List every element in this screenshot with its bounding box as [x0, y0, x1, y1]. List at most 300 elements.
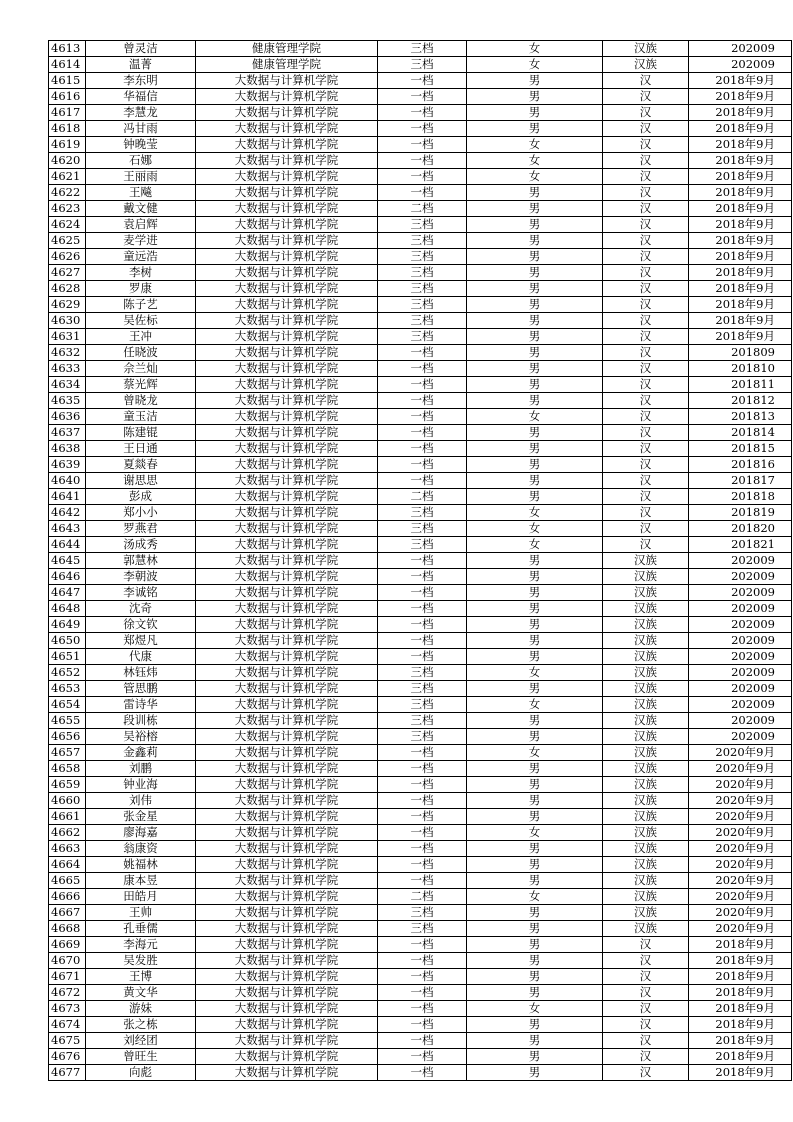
enrollment-date-cell: 2020年9月	[689, 745, 792, 761]
student-name-cell: 刘鹏	[86, 761, 196, 777]
enrollment-date-cell: 202009	[689, 681, 792, 697]
row-number-cell: 4630	[49, 313, 86, 329]
ethnicity-cell: 汉	[603, 1033, 689, 1049]
enrollment-date-cell: 2018年9月	[689, 969, 792, 985]
gender-cell: 男	[467, 585, 603, 601]
gender-cell: 男	[467, 985, 603, 1001]
grade-level-cell: 三档	[378, 265, 467, 281]
row-number-cell: 4626	[49, 249, 86, 265]
college-cell: 大数据与计算机学院	[196, 681, 378, 697]
row-number-cell: 4619	[49, 137, 86, 153]
table-row	[49, 937, 792, 953]
college-cell: 大数据与计算机学院	[196, 153, 378, 169]
table-row	[49, 57, 792, 73]
row-number-cell: 4662	[49, 825, 86, 841]
gender-cell: 男	[467, 761, 603, 777]
grade-level-cell: 一档	[378, 969, 467, 985]
student-record-table	[48, 40, 792, 1081]
enrollment-date-cell: 202009	[689, 569, 792, 585]
enrollment-date-cell: 202009	[689, 585, 792, 601]
student-name-cell: 刘经团	[86, 1033, 196, 1049]
row-number-cell: 4671	[49, 969, 86, 985]
table-body	[49, 41, 792, 1081]
table-row	[49, 1049, 792, 1065]
grade-level-cell: 一档	[378, 953, 467, 969]
table-row	[49, 345, 792, 361]
grade-level-cell: 三档	[378, 217, 467, 233]
ethnicity-cell: 汉族	[603, 793, 689, 809]
ethnicity-cell: 汉	[603, 1001, 689, 1017]
enrollment-date-cell: 2018年9月	[689, 985, 792, 1001]
table-row	[49, 377, 792, 393]
ethnicity-cell: 汉族	[603, 649, 689, 665]
table-row	[49, 73, 792, 89]
student-name-cell: 佘兰灿	[86, 361, 196, 377]
table-row	[49, 649, 792, 665]
student-name-cell: 童远浩	[86, 249, 196, 265]
ethnicity-cell: 汉族	[603, 633, 689, 649]
college-cell: 大数据与计算机学院	[196, 489, 378, 505]
grade-level-cell: 一档	[378, 617, 467, 633]
student-name-cell: 温菁	[86, 57, 196, 73]
college-cell: 大数据与计算机学院	[196, 921, 378, 937]
enrollment-date-cell: 202009	[689, 553, 792, 569]
grade-level-cell: 三档	[378, 505, 467, 521]
grade-level-cell: 一档	[378, 73, 467, 89]
student-name-cell: 徐文钦	[86, 617, 196, 633]
table-row	[49, 361, 792, 377]
enrollment-date-cell: 201811	[689, 377, 792, 393]
student-name-cell: 吴佐标	[86, 313, 196, 329]
college-cell: 大数据与计算机学院	[196, 393, 378, 409]
enrollment-date-cell: 202009	[689, 697, 792, 713]
table-row	[49, 105, 792, 121]
gender-cell: 男	[467, 329, 603, 345]
college-cell: 大数据与计算机学院	[196, 217, 378, 233]
student-name-cell: 戴文健	[86, 201, 196, 217]
enrollment-date-cell: 2018年9月	[689, 249, 792, 265]
table-row	[49, 969, 792, 985]
row-number-cell: 4674	[49, 1017, 86, 1033]
ethnicity-cell: 汉	[603, 969, 689, 985]
gender-cell: 女	[467, 153, 603, 169]
student-name-cell: 向彪	[86, 1065, 196, 1081]
student-name-cell: 罗燕君	[86, 521, 196, 537]
grade-level-cell: 一档	[378, 1017, 467, 1033]
gender-cell: 男	[467, 553, 603, 569]
row-number-cell: 4618	[49, 121, 86, 137]
grade-level-cell: 一档	[378, 1001, 467, 1017]
table-row	[49, 1017, 792, 1033]
grade-level-cell: 一档	[378, 841, 467, 857]
ethnicity-cell: 汉族	[603, 841, 689, 857]
row-number-cell: 4672	[49, 985, 86, 1001]
college-cell: 大数据与计算机学院	[196, 1065, 378, 1081]
gender-cell: 男	[467, 425, 603, 441]
enrollment-date-cell: 2018年9月	[689, 89, 792, 105]
student-name-cell: 蔡光辉	[86, 377, 196, 393]
row-number-cell: 4651	[49, 649, 86, 665]
college-cell: 大数据与计算机学院	[196, 377, 378, 393]
enrollment-date-cell: 2018年9月	[689, 281, 792, 297]
gender-cell: 男	[467, 905, 603, 921]
student-name-cell: 彭成	[86, 489, 196, 505]
row-number-cell: 4640	[49, 473, 86, 489]
table-row	[49, 41, 792, 57]
grade-level-cell: 一档	[378, 553, 467, 569]
ethnicity-cell: 汉族	[603, 873, 689, 889]
gender-cell: 男	[467, 297, 603, 313]
table-row	[49, 953, 792, 969]
row-number-cell: 4649	[49, 617, 86, 633]
student-name-cell: 李朝波	[86, 569, 196, 585]
student-name-cell: 康本昱	[86, 873, 196, 889]
gender-cell: 男	[467, 281, 603, 297]
row-number-cell: 4648	[49, 601, 86, 617]
gender-cell: 男	[467, 489, 603, 505]
gender-cell: 女	[467, 665, 603, 681]
college-cell: 大数据与计算机学院	[196, 169, 378, 185]
row-number-cell: 4629	[49, 297, 86, 313]
enrollment-date-cell: 2018年9月	[689, 217, 792, 233]
enrollment-date-cell: 2018年9月	[689, 137, 792, 153]
table-row	[49, 185, 792, 201]
college-cell: 大数据与计算机学院	[196, 313, 378, 329]
grade-level-cell: 一档	[378, 185, 467, 201]
ethnicity-cell: 汉	[603, 73, 689, 89]
table-row	[49, 729, 792, 745]
student-name-cell: 金鑫莉	[86, 745, 196, 761]
enrollment-date-cell: 2018年9月	[689, 953, 792, 969]
row-number-cell: 4622	[49, 185, 86, 201]
grade-level-cell: 一档	[378, 777, 467, 793]
gender-cell: 男	[467, 313, 603, 329]
ethnicity-cell: 汉	[603, 521, 689, 537]
grade-level-cell: 二档	[378, 889, 467, 905]
college-cell: 大数据与计算机学院	[196, 201, 378, 217]
student-name-cell: 张金星	[86, 809, 196, 825]
college-cell: 大数据与计算机学院	[196, 537, 378, 553]
enrollment-date-cell: 202009	[689, 713, 792, 729]
enrollment-date-cell: 2018年9月	[689, 73, 792, 89]
table-row	[49, 409, 792, 425]
gender-cell: 男	[467, 857, 603, 873]
table-row	[49, 585, 792, 601]
gender-cell: 男	[467, 73, 603, 89]
ethnicity-cell: 汉族	[603, 921, 689, 937]
grade-level-cell: 三档	[378, 681, 467, 697]
ethnicity-cell: 汉	[603, 953, 689, 969]
enrollment-date-cell: 2018年9月	[689, 1033, 792, 1049]
enrollment-date-cell: 202009	[689, 665, 792, 681]
grade-level-cell: 一档	[378, 425, 467, 441]
college-cell: 大数据与计算机学院	[196, 777, 378, 793]
college-cell: 大数据与计算机学院	[196, 745, 378, 761]
ethnicity-cell: 汉族	[603, 57, 689, 73]
ethnicity-cell: 汉	[603, 345, 689, 361]
enrollment-date-cell: 2020年9月	[689, 777, 792, 793]
row-number-cell: 4657	[49, 745, 86, 761]
student-name-cell: 吴裕榕	[86, 729, 196, 745]
student-name-cell: 罗康	[86, 281, 196, 297]
table-row	[49, 665, 792, 681]
student-name-cell: 李慧龙	[86, 105, 196, 121]
table-row	[49, 745, 792, 761]
college-cell: 大数据与计算机学院	[196, 297, 378, 313]
gender-cell: 男	[467, 201, 603, 217]
ethnicity-cell: 汉	[603, 89, 689, 105]
college-cell: 大数据与计算机学院	[196, 601, 378, 617]
college-cell: 大数据与计算机学院	[196, 505, 378, 521]
gender-cell: 男	[467, 185, 603, 201]
ethnicity-cell: 汉	[603, 217, 689, 233]
enrollment-date-cell: 202009	[689, 729, 792, 745]
ethnicity-cell: 汉族	[603, 585, 689, 601]
enrollment-date-cell: 2018年9月	[689, 233, 792, 249]
student-name-cell: 王冲	[86, 329, 196, 345]
table-row	[49, 1065, 792, 1081]
gender-cell: 男	[467, 729, 603, 745]
college-cell: 大数据与计算机学院	[196, 73, 378, 89]
table-row	[49, 393, 792, 409]
college-cell: 大数据与计算机学院	[196, 281, 378, 297]
gender-cell: 男	[467, 681, 603, 697]
table-row	[49, 761, 792, 777]
gender-cell: 女	[467, 41, 603, 57]
gender-cell: 男	[467, 649, 603, 665]
student-name-cell: 李诚铭	[86, 585, 196, 601]
enrollment-date-cell: 2018年9月	[689, 1049, 792, 1065]
row-number-cell: 4677	[49, 1065, 86, 1081]
row-number-cell: 4613	[49, 41, 86, 57]
ethnicity-cell: 汉族	[603, 713, 689, 729]
enrollment-date-cell: 201818	[689, 489, 792, 505]
college-cell: 大数据与计算机学院	[196, 617, 378, 633]
ethnicity-cell: 汉	[603, 457, 689, 473]
college-cell: 大数据与计算机学院	[196, 553, 378, 569]
table-row	[49, 233, 792, 249]
college-cell: 大数据与计算机学院	[196, 969, 378, 985]
gender-cell: 女	[467, 537, 603, 553]
row-number-cell: 4632	[49, 345, 86, 361]
college-cell: 大数据与计算机学院	[196, 249, 378, 265]
grade-level-cell: 一档	[378, 345, 467, 361]
student-name-cell: 王博	[86, 969, 196, 985]
gender-cell: 男	[467, 841, 603, 857]
college-cell: 大数据与计算机学院	[196, 185, 378, 201]
ethnicity-cell: 汉	[603, 425, 689, 441]
row-number-cell: 4639	[49, 457, 86, 473]
college-cell: 大数据与计算机学院	[196, 89, 378, 105]
enrollment-date-cell: 2018年9月	[689, 105, 792, 121]
row-number-cell: 4641	[49, 489, 86, 505]
table-row	[49, 505, 792, 521]
table-row	[49, 313, 792, 329]
row-number-cell: 4667	[49, 905, 86, 921]
student-name-cell: 曾旺生	[86, 1049, 196, 1065]
table-row	[49, 89, 792, 105]
ethnicity-cell: 汉	[603, 377, 689, 393]
grade-level-cell: 一档	[378, 761, 467, 777]
student-name-cell: 郑小小	[86, 505, 196, 521]
college-cell: 大数据与计算机学院	[196, 1001, 378, 1017]
college-cell: 大数据与计算机学院	[196, 585, 378, 601]
college-cell: 大数据与计算机学院	[196, 937, 378, 953]
row-number-cell: 4645	[49, 553, 86, 569]
row-number-cell: 4653	[49, 681, 86, 697]
row-number-cell: 4621	[49, 169, 86, 185]
grade-level-cell: 一档	[378, 137, 467, 153]
enrollment-date-cell: 2020年9月	[689, 905, 792, 921]
college-cell: 大数据与计算机学院	[196, 857, 378, 873]
grade-level-cell: 一档	[378, 377, 467, 393]
enrollment-date-cell: 202009	[689, 41, 792, 57]
table-row	[49, 265, 792, 281]
student-name-cell: 陈建锟	[86, 425, 196, 441]
student-name-cell: 任晓波	[86, 345, 196, 361]
grade-level-cell: 三档	[378, 249, 467, 265]
ethnicity-cell: 汉	[603, 201, 689, 217]
gender-cell: 男	[467, 793, 603, 809]
student-name-cell: 冯甘雨	[86, 121, 196, 137]
student-name-cell: 李海元	[86, 937, 196, 953]
enrollment-date-cell: 2018年9月	[689, 1017, 792, 1033]
gender-cell: 男	[467, 1065, 603, 1081]
college-cell: 大数据与计算机学院	[196, 105, 378, 121]
gender-cell: 男	[467, 969, 603, 985]
student-name-cell: 孔垂儒	[86, 921, 196, 937]
enrollment-date-cell: 201813	[689, 409, 792, 425]
ethnicity-cell: 汉族	[603, 601, 689, 617]
gender-cell: 女	[467, 137, 603, 153]
gender-cell: 男	[467, 361, 603, 377]
gender-cell: 女	[467, 745, 603, 761]
college-cell: 大数据与计算机学院	[196, 841, 378, 857]
grade-level-cell: 二档	[378, 201, 467, 217]
table-row	[49, 249, 792, 265]
student-name-cell: 张之栋	[86, 1017, 196, 1033]
ethnicity-cell: 汉	[603, 185, 689, 201]
enrollment-date-cell: 201820	[689, 521, 792, 537]
table-row	[49, 425, 792, 441]
ethnicity-cell: 汉族	[603, 729, 689, 745]
enrollment-date-cell: 201812	[689, 393, 792, 409]
ethnicity-cell: 汉	[603, 473, 689, 489]
gender-cell: 女	[467, 521, 603, 537]
enrollment-date-cell: 2018年9月	[689, 265, 792, 281]
row-number-cell: 4668	[49, 921, 86, 937]
gender-cell: 男	[467, 713, 603, 729]
grade-level-cell: 一档	[378, 649, 467, 665]
table-row	[49, 137, 792, 153]
college-cell: 大数据与计算机学院	[196, 441, 378, 457]
row-number-cell: 4637	[49, 425, 86, 441]
grade-level-cell: 一档	[378, 361, 467, 377]
gender-cell: 男	[467, 233, 603, 249]
college-cell: 大数据与计算机学院	[196, 649, 378, 665]
table-row	[49, 697, 792, 713]
grade-level-cell: 一档	[378, 121, 467, 137]
table-row	[49, 889, 792, 905]
student-name-cell: 郭慧林	[86, 553, 196, 569]
row-number-cell: 4646	[49, 569, 86, 585]
ethnicity-cell: 汉族	[603, 825, 689, 841]
gender-cell: 女	[467, 1001, 603, 1017]
enrollment-date-cell: 202009	[689, 649, 792, 665]
ethnicity-cell: 汉族	[603, 617, 689, 633]
row-number-cell: 4665	[49, 873, 86, 889]
row-number-cell: 4623	[49, 201, 86, 217]
enrollment-date-cell: 201817	[689, 473, 792, 489]
table-row	[49, 681, 792, 697]
ethnicity-cell: 汉	[603, 441, 689, 457]
student-name-cell: 谢思思	[86, 473, 196, 489]
student-name-cell: 李东明	[86, 73, 196, 89]
grade-level-cell: 三档	[378, 713, 467, 729]
ethnicity-cell: 汉	[603, 105, 689, 121]
grade-level-cell: 一档	[378, 825, 467, 841]
student-name-cell: 郑煜凡	[86, 633, 196, 649]
enrollment-date-cell: 201816	[689, 457, 792, 473]
student-name-cell: 刘伟	[86, 793, 196, 809]
gender-cell: 男	[467, 217, 603, 233]
ethnicity-cell: 汉	[603, 505, 689, 521]
student-name-cell: 陈子艺	[86, 297, 196, 313]
row-number-cell: 4654	[49, 697, 86, 713]
grade-level-cell: 一档	[378, 633, 467, 649]
college-cell: 大数据与计算机学院	[196, 1033, 378, 1049]
college-cell: 大数据与计算机学院	[196, 1017, 378, 1033]
row-number-cell: 4669	[49, 937, 86, 953]
grade-level-cell: 一档	[378, 409, 467, 425]
ethnicity-cell: 汉	[603, 409, 689, 425]
row-number-cell: 4670	[49, 953, 86, 969]
student-name-cell: 王飚	[86, 185, 196, 201]
gender-cell: 男	[467, 1033, 603, 1049]
row-number-cell: 4652	[49, 665, 86, 681]
enrollment-date-cell: 201809	[689, 345, 792, 361]
grade-level-cell: 三档	[378, 729, 467, 745]
enrollment-date-cell: 2018年9月	[689, 121, 792, 137]
ethnicity-cell: 汉族	[603, 697, 689, 713]
grade-level-cell: 三档	[378, 521, 467, 537]
grade-level-cell: 三档	[378, 921, 467, 937]
college-cell: 大数据与计算机学院	[196, 473, 378, 489]
student-name-cell: 曾灵洁	[86, 41, 196, 57]
enrollment-date-cell: 202009	[689, 57, 792, 73]
row-number-cell: 4615	[49, 73, 86, 89]
student-name-cell: 李树	[86, 265, 196, 281]
student-name-cell: 汤成秀	[86, 537, 196, 553]
ethnicity-cell: 汉	[603, 249, 689, 265]
gender-cell: 男	[467, 569, 603, 585]
college-cell: 大数据与计算机学院	[196, 697, 378, 713]
row-number-cell: 4647	[49, 585, 86, 601]
college-cell: 大数据与计算机学院	[196, 265, 378, 281]
gender-cell: 男	[467, 921, 603, 937]
student-name-cell: 代康	[86, 649, 196, 665]
grade-level-cell: 三档	[378, 313, 467, 329]
enrollment-date-cell: 2018年9月	[689, 185, 792, 201]
enrollment-date-cell: 202009	[689, 601, 792, 617]
gender-cell: 女	[467, 697, 603, 713]
ethnicity-cell: 汉族	[603, 665, 689, 681]
ethnicity-cell: 汉	[603, 1065, 689, 1081]
student-name-cell: 袁启辉	[86, 217, 196, 233]
ethnicity-cell: 汉族	[603, 41, 689, 57]
gender-cell: 男	[467, 809, 603, 825]
grade-level-cell: 一档	[378, 153, 467, 169]
